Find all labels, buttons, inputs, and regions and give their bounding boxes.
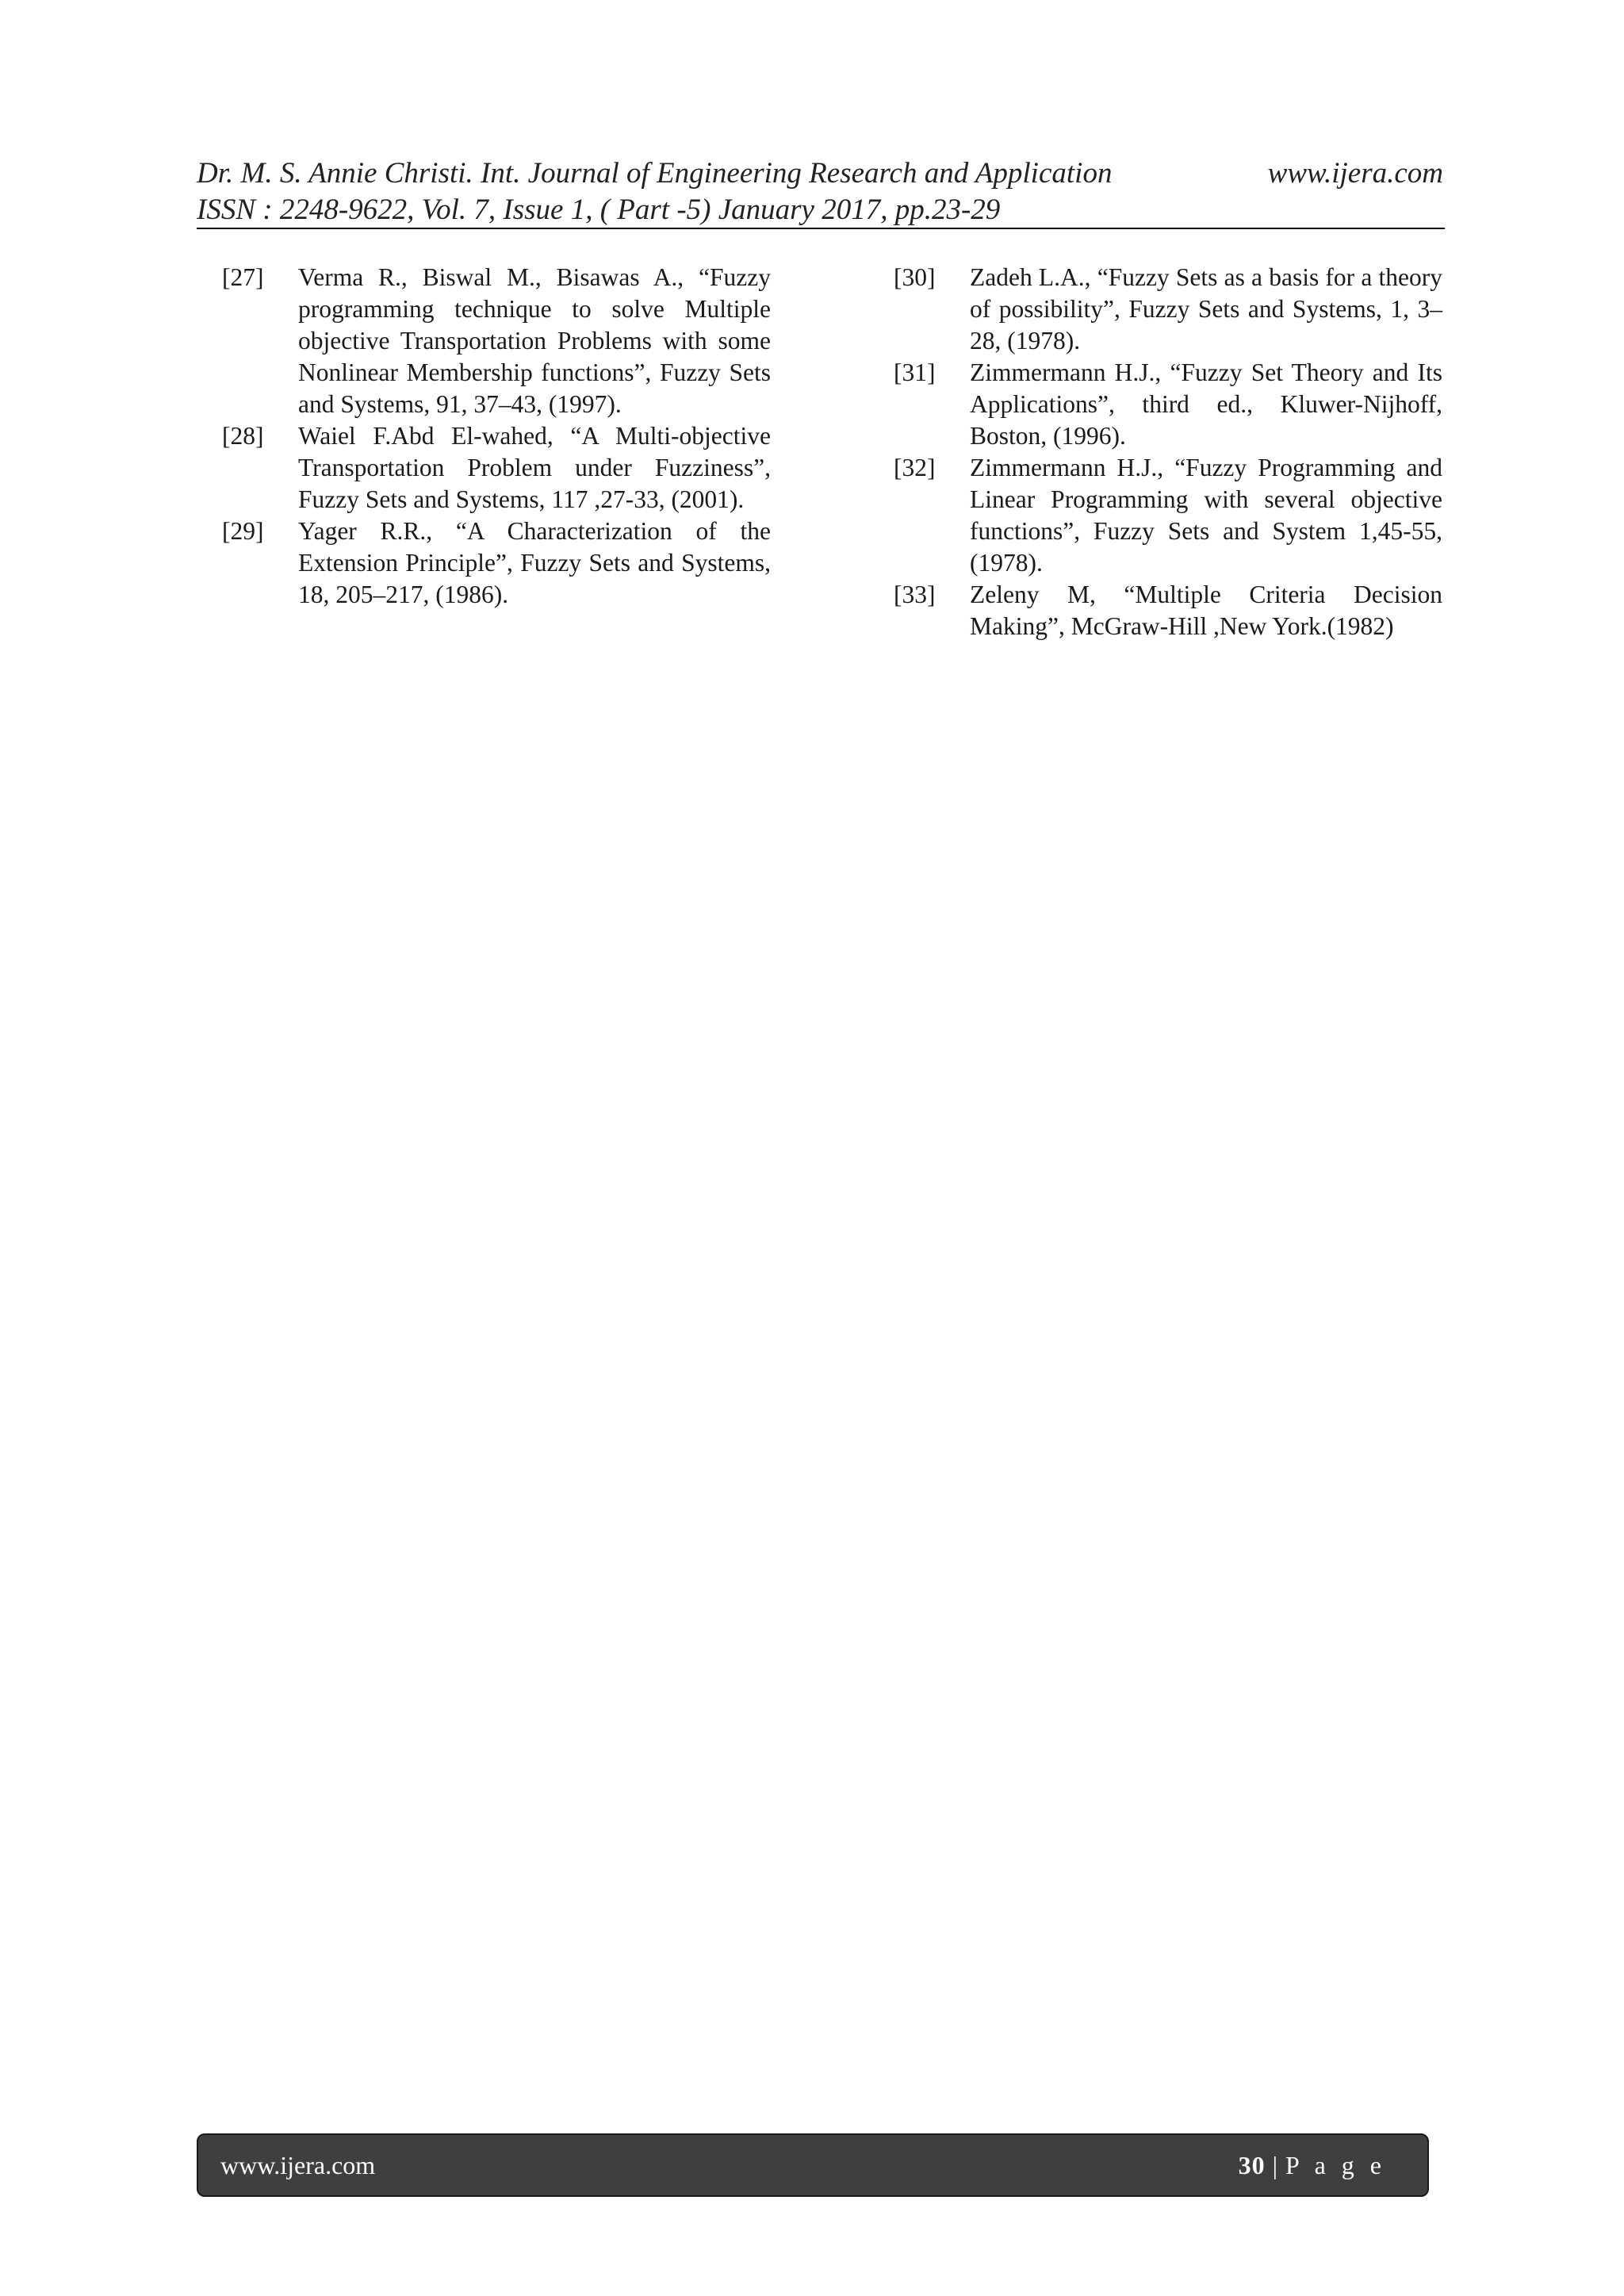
header-divider [197,228,1445,229]
page-number: 30 [1238,2150,1266,2179]
journal-citation: Dr. M. S. Annie Christi. Int. Journal of Engineering Research and Application [197,157,1113,190]
issn-issue-info: ISSN : 2248-9622, Vol. 7, Issue 1, ( Part -5) January 2017, pp.23-29 [197,194,1001,226]
reference-text: Waiel F.Abd El-wahed, “A Multi-objective Transportation Problem under Fuzziness”, Fuzzy Sets and Systems, 117 ,27-33, (2001). [298,422,771,513]
header-line-2 [197,192,1443,228]
reference-item [222,516,771,611]
page-footer [197,2133,1429,2197]
header-line-1 [197,155,1443,192]
reference-item [894,452,1442,579]
reference-text: Zadeh L.A., “Fuzzy Sets as a basis for a theory of possibility”, Fuzzy Sets and Systems, 1, 3–28, (1978). [970,263,1442,355]
footer-website[interactable]: www.ijera.com [220,2150,376,2179]
reference-text: Yager R.R., “A Characterization of the Extension Principle”, Fuzzy Sets and Systems, 18, 205–217, (1986). [298,517,771,608]
reference-item [894,579,1442,642]
reference-text: Verma R., Biswal M., Bisawas A., “Fuzzy programming technique to solve Multiple objective Transportation Problems with some Nonlinear Membership functions”, Fuzzy Sets and Systems, 91, 37–43, (1997). [298,263,771,418]
reference-number: [27] [222,263,264,291]
references-column-left [222,262,771,611]
reference-number: [32] [894,454,936,481]
reference-item [894,357,1442,452]
page-separator: | [1272,2150,1278,2179]
reference-number: [33] [894,581,936,608]
reference-text: Zeleny M, “Multiple Criteria Decision Making”, McGraw-Hill ,New York.(1982) [970,581,1442,640]
reference-number: [30] [894,263,936,291]
reference-number: [28] [222,422,264,450]
reference-item [222,420,771,516]
reference-text: Zimmermann H.J., “Fuzzy Set Theory and Its Applications”, third ed., Kluwer-Nijhoff, Boston, (1996). [970,358,1442,450]
reference-item [894,262,1442,357]
reference-item [222,262,771,420]
reference-text: Zimmermann H.J., “Fuzzy Programming and Linear Programming with several objective functions”, Fuzzy Sets and System 1,45-55, (1978). [970,454,1442,577]
reference-number: [29] [222,517,264,545]
footer-page-indicator [1239,2151,1386,2180]
journal-website[interactable]: www.ijera.com [1267,157,1443,190]
reference-number: [31] [894,358,936,386]
running-header [197,155,1443,228]
references-column-right [894,262,1442,642]
page-word: P a g e [1285,2150,1386,2179]
